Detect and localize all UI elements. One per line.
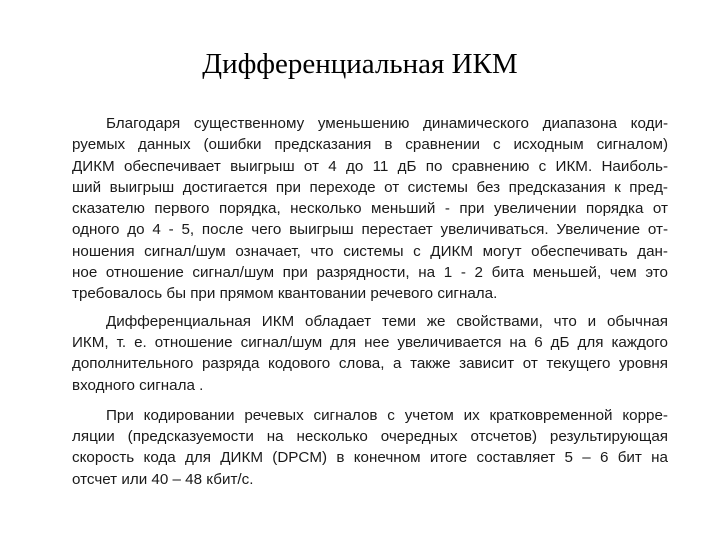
slide-title: Дифференциальная ИКМ (202, 48, 518, 80)
text-line: ношения сигнал/шум означает, что системы с ДИКМ могут обеспечивать дан- (72, 242, 668, 260)
text-line: одного до 4 - 5, после чего выигрыш перестает увеличиваться. Увеличение от- (72, 221, 668, 239)
text-line: дополнительного разряда кодового слова, а также зависит от текущего уровня (72, 355, 668, 373)
paragraph-1 (72, 113, 668, 305)
paragraph-2 (72, 311, 668, 396)
text-line: Дифференциальная ИКМ обладает теми же свойствами, что и обычная (106, 312, 668, 330)
slide-body (72, 113, 668, 490)
paragraph-gap (72, 396, 668, 405)
text-line: ляции (предсказуемости на несколько очередных отсчетов) результирующая (72, 428, 668, 446)
text-line: руемых данных (ошибки предсказания в сравнении с исходным сигналом) (72, 136, 668, 154)
text-line: При кодировании речевых сигналов с учетом их кратковременной корре- (106, 406, 668, 424)
text-line: скорость кода для ДИКМ (DPCM) в конечном итоге составляет 5 – 6 бит на (72, 449, 668, 467)
text-line: ное отношение сигнал/шум при разрядности, на 1 - 2 бита меньшей, чем это (72, 264, 668, 282)
text-line: ДИКМ обеспечивает выигрыш от 4 до 11 дБ по сравнению с ИКМ. Наиболь- (72, 157, 668, 175)
text-line: требовалось бы при прямом квантовании речевого сигнала. (72, 285, 498, 303)
text-line: входного сигнала . (72, 376, 204, 394)
text-line: Благодаря существенному уменьшению динамического диапазона коди- (106, 115, 668, 132)
text-line: ший выигрыш достигается при переходе от системы без предсказания к пред- (72, 178, 668, 196)
paragraph-3 (72, 405, 668, 490)
text-line: сказателю первого порядка, несколько меньший - при увеличении порядка от (72, 200, 668, 218)
text-line: отсчет или 40 – 48 кбит/с. (72, 470, 254, 488)
text-line: ИКМ, т. е. отношение сигнал/шум для нее увеличивается на 6 дБ для каждого (72, 333, 668, 351)
